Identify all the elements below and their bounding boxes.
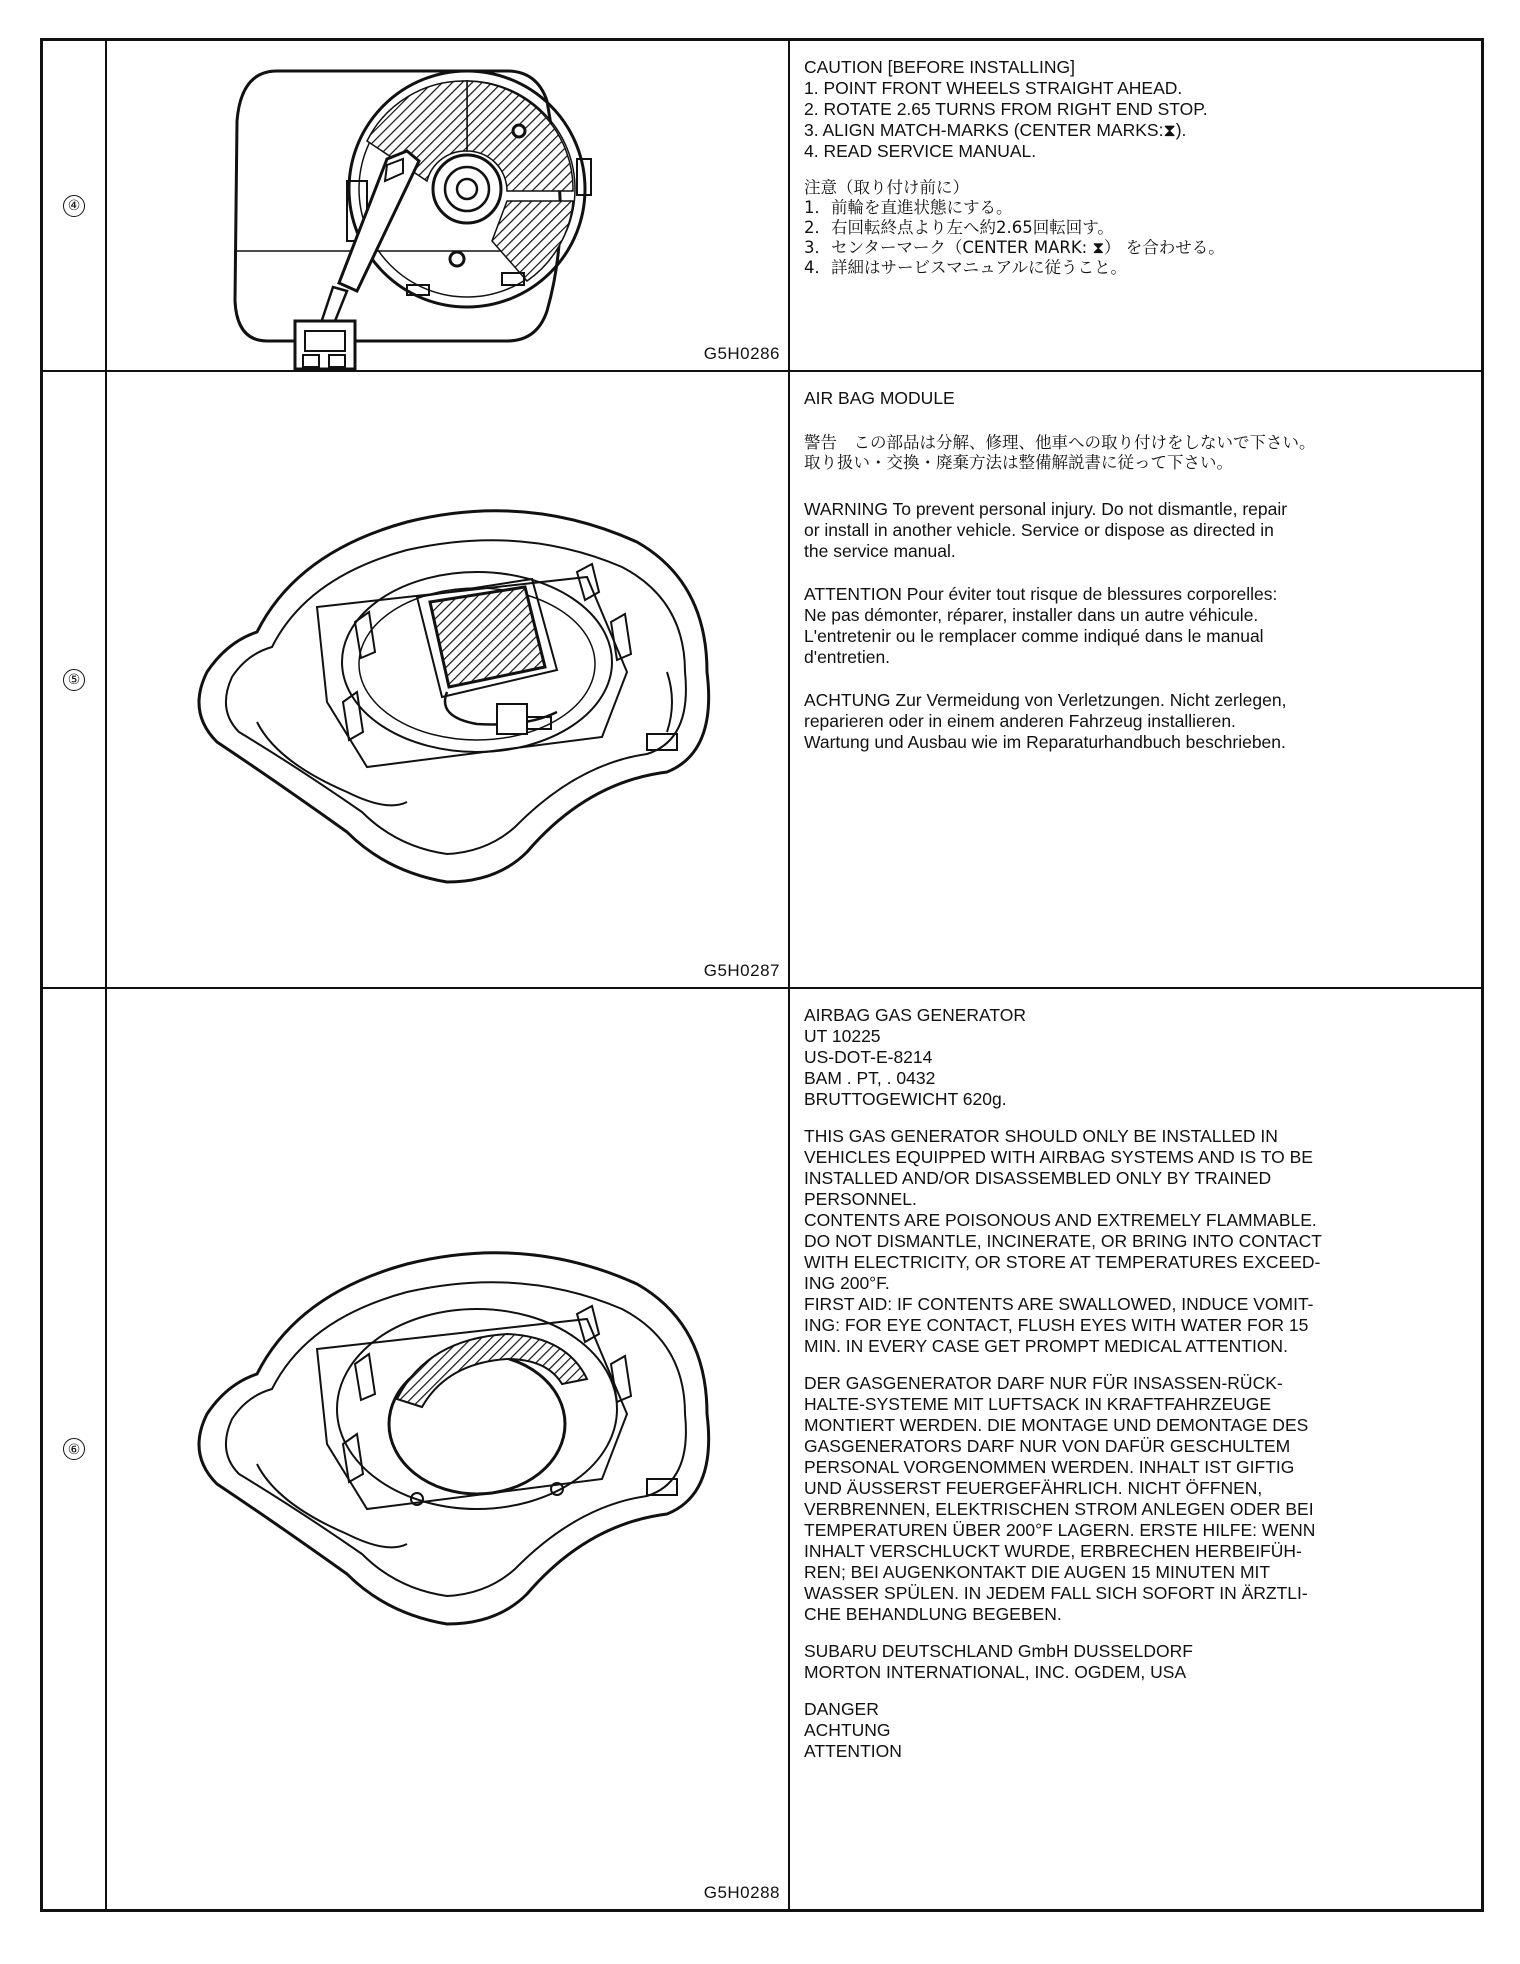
generator-en-line: DO NOT DISMANTLE, INCINERATE, OR BRING INTO CONTACT [804, 1231, 1322, 1251]
generator-de-line: GASGENERATORS DARF NUR VON DAFÜR GESCHULTEM [804, 1436, 1291, 1456]
warning-ja-line: 取り扱い・交換・廃棄方法は整備解説書に従って下さい。 [804, 453, 1233, 472]
caution-step: 2. ROTATE 2.65 TURNS FROM RIGHT END STOP. [804, 99, 1208, 119]
caution-step: 4. READ SERVICE MANUAL. [804, 141, 1037, 161]
warning-en-line: or install in another vehicle. Service or dispose as directed in [804, 520, 1274, 540]
attention-fr-line: d'entretien. [804, 647, 891, 667]
caution-step-ja: 4．詳細はサービスマニュアルに従うこと。 [804, 258, 1128, 277]
danger-line: DANGER [804, 1699, 879, 1719]
attention-fr-line: ATTENTION Pour éviter tout risque de blessures corporelles: [804, 584, 1278, 604]
warning-en-line: the service manual. [804, 541, 956, 561]
generator-en-line: FIRST AID: IF CONTENTS ARE SWALLOWED, INDUCE VOMIT- [804, 1294, 1314, 1314]
generator-header-line: US-DOT-E-8214 [804, 1047, 933, 1067]
achtung-de-line: Wartung und Ausbau wie im Reparaturhandbuch beschrieben. [804, 732, 1286, 752]
caution-title: CAUTION [BEFORE INSTALLING] [804, 57, 1075, 77]
figure-combination-switch [107, 41, 790, 370]
generator-header-line: UT 10225 [804, 1026, 881, 1046]
generator-de-line: CHE BEHANDLUNG BEGEBEN. [804, 1604, 1062, 1624]
generator-de-line: UND ÄUSSERST FEUERGEFÄHRLICH. NICHT ÖFFNEN, [804, 1478, 1263, 1498]
gas-generator-text-block [790, 989, 1481, 1909]
generator-en-line: INSTALLED AND/OR DISASSEMBLED ONLY BY TRAINED [804, 1168, 1272, 1188]
generator-de-line: MONTIERT WERDEN. DIE MONTAGE UND DEMONTAGE DES [804, 1415, 1309, 1435]
attention-fr-line: L'entretenir ou le remplacer comme indiqué dans le manual [804, 626, 1264, 646]
generator-header-line: AIRBAG GAS GENERATOR [804, 1005, 1027, 1025]
generator-en-line: MIN. IN EVERY CASE GET PROMPT MEDICAL ATTENTION. [804, 1336, 1288, 1356]
generator-de-line: PERSONAL VORGENOMMEN WERDEN. INHALT IST GIFTIG [804, 1457, 1295, 1477]
manufacturer-line: SUBARU DEUTSCHLAND GmbH DUSSELDORF [804, 1641, 1193, 1661]
manufacturer-line: MORTON INTERNATIONAL, INC. OGDEM, USA [804, 1662, 1187, 1682]
caution-step-ja: 1．前輪を直進状態にする。 [804, 198, 1013, 217]
achtung-de-line: reparieren oder in einem anderen Fahrzeug installieren. [804, 711, 1236, 731]
generator-de-line: DER GASGENERATOR DARF NUR FÜR INSASSEN-RÜCK- [804, 1373, 1283, 1393]
caution-text-block [790, 41, 1481, 370]
row-index: ⑤ [43, 372, 107, 987]
generator-de-line: HALTE-SYSTEME MIT LUFTSACK IN KRAFTFAHRZEUGE [804, 1394, 1272, 1414]
row-index: ⑥ [43, 989, 107, 1909]
generator-de-line: REN; BEI AUGENKONTAKT DIE AUGEN 15 MINUTEN MIT [804, 1562, 1271, 1582]
caution-step-ja: 3．センターマーク（CENTER MARK: ⧗） を合わせる。 [804, 238, 1225, 257]
generator-en-line: CONTENTS ARE POISONOUS AND EXTREMELY FLAMMABLE. [804, 1210, 1317, 1230]
air-bag-module-illustration [107, 372, 788, 987]
figure-air-bag-module [107, 372, 790, 987]
warning-ja-line: 警告 この部品は分解、修理、他車への取り付けをしないで下さい。 [804, 433, 1316, 452]
danger-line: ACHTUNG [804, 1720, 891, 1740]
generator-en-line: ING: FOR EYE CONTACT, FLUSH EYES WITH WATER FOR 15 [804, 1315, 1309, 1335]
caution-steps [804, 78, 1467, 162]
figure-code: G5H0286 [703, 344, 780, 363]
label-sheet [40, 38, 1484, 1912]
module-title: AIR BAG MODULE [804, 388, 955, 408]
combination-switch-illustration [107, 41, 788, 370]
air-bag-module-text-block [790, 372, 1481, 987]
figure-code: G5H0288 [703, 1883, 780, 1902]
row-index: ④ [43, 41, 107, 370]
generator-header-line: BRUTTOGEWICHT 620g. [804, 1089, 1007, 1109]
generator-de-line: WASSER SPÜLEN. IN JEDEM FALL SICH SOFORT IN ÄRZTLI- [804, 1583, 1308, 1603]
figure-gas-generator [107, 989, 790, 1909]
generator-de-line: INHALT VERSCHLUCKT WURDE, ERBRECHEN HERBEIFÜH- [804, 1541, 1302, 1561]
danger-line: ATTENTION [804, 1741, 902, 1761]
generator-en-line: WITH ELECTRICITY, OR STORE AT TEMPERATURES EXCEED- [804, 1252, 1321, 1272]
generator-en-line: PERSONNEL. [804, 1189, 917, 1209]
row-6 [43, 989, 1481, 1909]
generator-en-line: ING 200°F. [804, 1273, 890, 1293]
caution-step: 3. ALIGN MATCH-MARKS (CENTER MARKS:⧗). [804, 120, 1187, 140]
achtung-de-line: ACHTUNG Zur Vermeidung von Verletzungen. Nicht zerlegen, [804, 690, 1287, 710]
attention-fr-line: Ne pas démonter, réparer, installer dans un autre véhicule. [804, 605, 1259, 625]
caution-step: 1. POINT FRONT WHEELS STRAIGHT AHEAD. [804, 78, 1183, 98]
generator-de-line: VERBRENNEN, ELEKTRISCHEN STROM ANLEGEN ODER BEI [804, 1499, 1314, 1519]
gas-generator-illustration [107, 989, 788, 1907]
generator-en-line: THIS GAS GENERATOR SHOULD ONLY BE INSTALLED IN [804, 1126, 1278, 1146]
caution-title-ja: 注意（取り付け前に） [804, 178, 969, 197]
row-5 [43, 372, 1481, 989]
warning-en-line: WARNING To prevent personal injury. Do not dismantle, repair [804, 499, 1288, 519]
caution-steps-ja [804, 198, 1467, 278]
figure-code: G5H0287 [703, 961, 780, 980]
row-4 [43, 41, 1481, 372]
generator-header-line: BAM . PT, . 0432 [804, 1068, 936, 1088]
caution-step-ja: 2．右回転終点より左へ約2.65回転回す。 [804, 218, 1114, 237]
generator-en-line: VEHICLES EQUIPPED WITH AIRBAG SYSTEMS AND IS TO BE [804, 1147, 1313, 1167]
generator-de-line: TEMPERATUREN ÜBER 200°F LAGERN. ERSTE HILFE: WENN [804, 1520, 1316, 1540]
